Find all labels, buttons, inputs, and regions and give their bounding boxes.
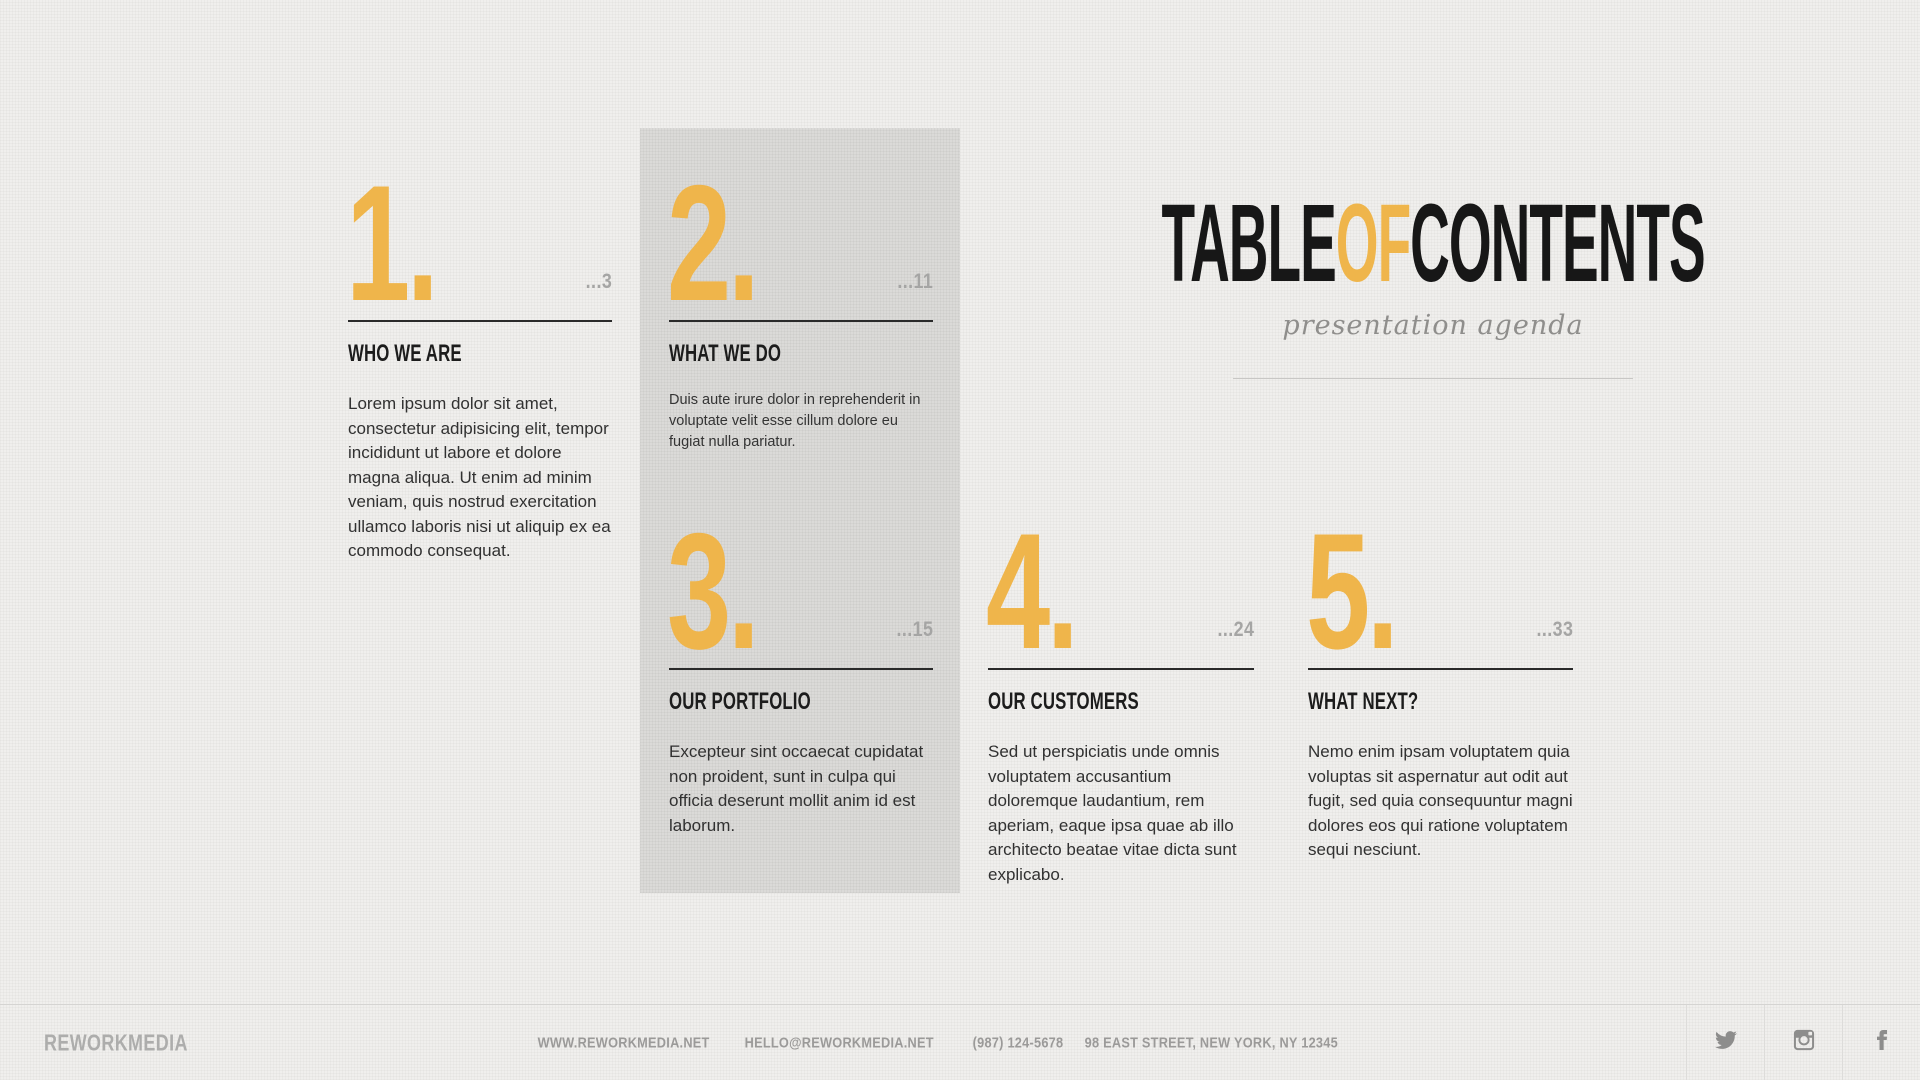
section-heading: WHAT WE DO bbox=[669, 340, 782, 367]
section-number: 2. bbox=[667, 151, 757, 335]
title-word-contents: CONTENTS bbox=[1410, 182, 1705, 305]
footer-phone[interactable]: (987) 124-5678 bbox=[972, 1034, 1064, 1051]
instagram-button[interactable] bbox=[1764, 1005, 1842, 1080]
section-page-ref: ...3 bbox=[585, 270, 612, 293]
section-heading: WHO WE ARE bbox=[348, 340, 462, 367]
footer bbox=[0, 1004, 1920, 1080]
section-page-ref: ...33 bbox=[1536, 618, 1573, 641]
section-page-ref: ...11 bbox=[897, 270, 933, 293]
section-number: 1. bbox=[346, 151, 436, 335]
section-number: 4. bbox=[986, 499, 1076, 683]
section-page-ref: ...24 bbox=[1217, 618, 1254, 641]
toc-section-1 bbox=[346, 151, 612, 564]
twitter-button[interactable] bbox=[1686, 1005, 1764, 1080]
section-number: 5. bbox=[1306, 499, 1396, 683]
title-block bbox=[1161, 182, 1705, 379]
facebook-icon bbox=[1872, 1030, 1892, 1055]
footer-email-link[interactable]: HELLO@REWORKMEDIA.NET bbox=[744, 1034, 935, 1051]
page-title bbox=[1161, 182, 1705, 305]
section-number-row bbox=[346, 151, 612, 335]
footer-address: 98 EAST STREET, NEW YORK, NY 12345 bbox=[1084, 1034, 1338, 1051]
footer-contact-links bbox=[538, 1034, 1383, 1051]
section-heading: OUR CUSTOMERS bbox=[988, 688, 1139, 715]
twitter-icon bbox=[1715, 1029, 1737, 1056]
social-bar bbox=[1686, 1005, 1920, 1080]
section-body: Nemo enim ipsam voluptatem quia voluptas sit aspernatur aut odit aut fugit, sed quia consequuntur magni dolores eos qui ratione voluptatem sequi nesciunt. bbox=[1308, 742, 1573, 859]
section-body: Excepteur sint occaecat cupidatat non proident, sunt in culpa qui officia deserunt mollit anim id est laborum. bbox=[669, 742, 924, 835]
section-heading: OUR PORTFOLIO bbox=[669, 688, 811, 715]
page-subtitle: presentation agenda bbox=[1282, 310, 1584, 341]
brand-logo: REWORKMEDIA bbox=[44, 1029, 188, 1055]
section-heading: WHAT NEXT? bbox=[1308, 688, 1419, 715]
instagram-icon bbox=[1793, 1029, 1815, 1056]
section-body: Sed ut perspiciatis unde omnis voluptatem accusantium doloremque laudantium, rem aperiam, eaque ipsa quae ab illo architecto beatae vitae dicta sunt explicabo. bbox=[988, 742, 1237, 884]
toc-section-2 bbox=[667, 151, 933, 453]
section-number: 3. bbox=[667, 499, 757, 683]
section-body: Lorem ipsum dolor sit amet, consectetur adipisicing elit, tempor incididunt ut labore et dolore magna aliqua. Ut enim ad minim veniam, quis nostrud exercitation ullamco laboris nisi ut aliquip ex ea commodo consequat. bbox=[348, 394, 611, 560]
toc-section-5 bbox=[1306, 499, 1573, 863]
section-body: Duis aute irure dolor in reprehenderit in voluptate velit esse cillum dolore eu fugiat nulla pariatur. bbox=[669, 392, 921, 450]
facebook-button[interactable] bbox=[1842, 1005, 1920, 1080]
section-number-row bbox=[667, 499, 933, 683]
title-word-table: TABLE bbox=[1161, 182, 1336, 305]
section-number-row bbox=[986, 499, 1254, 683]
title-word-of: OF bbox=[1335, 182, 1411, 305]
toc-section-3 bbox=[667, 499, 933, 838]
toc-section-4 bbox=[986, 499, 1254, 887]
footer-website-link[interactable]: WWW.REWORKMEDIA.NET bbox=[537, 1034, 710, 1051]
section-number-row bbox=[667, 151, 933, 335]
title-divider-line bbox=[1233, 378, 1633, 379]
section-number-row bbox=[1306, 499, 1573, 683]
section-page-ref: ...15 bbox=[896, 618, 933, 641]
